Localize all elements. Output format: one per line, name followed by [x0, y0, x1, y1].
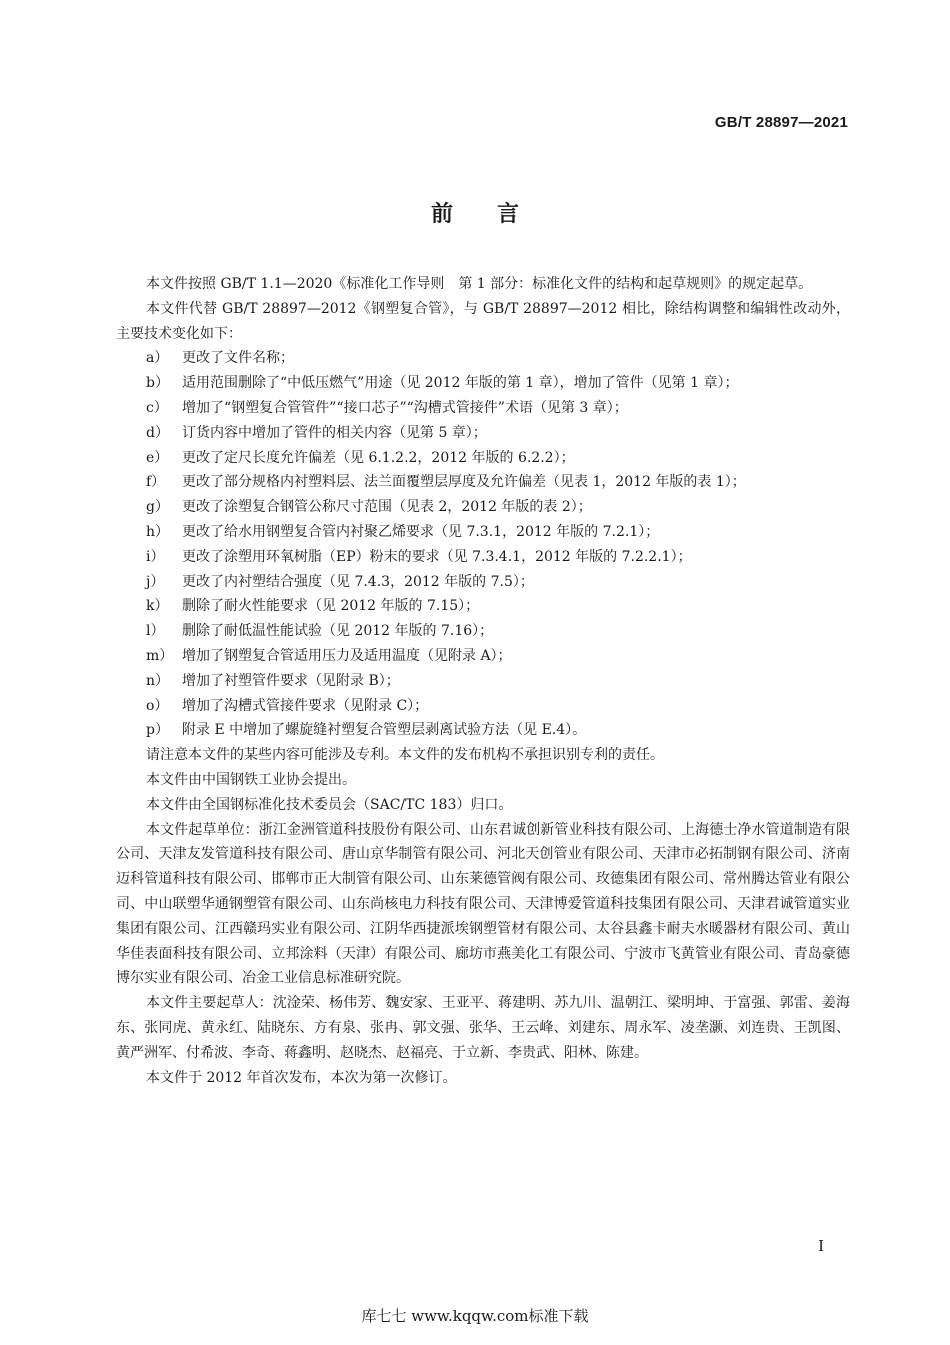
list-item — [116, 520, 850, 545]
list-text: 更改了内衬塑结合强度（见 7.4.3，2012 年版的 7.5）； — [182, 573, 534, 590]
list-item — [116, 718, 850, 743]
list-label: b） — [146, 375, 169, 392]
list-label: e） — [146, 449, 169, 466]
list-text: 增加了衬塑管件要求（见附录 B）； — [182, 672, 400, 689]
list-label: m） — [146, 647, 174, 664]
list-label: p） — [146, 722, 169, 739]
list-item — [116, 669, 850, 694]
list-item — [116, 371, 850, 396]
footer-watermark: 库七七 www.kqqw.com标准下载 — [361, 1307, 589, 1325]
list-label: j） — [146, 573, 165, 590]
list-text: 更改了给水用钢塑复合管内衬聚乙烯要求（见 7.3.1，2012 年版的 7.2.1）； — [182, 523, 660, 540]
list-text: 更改了涂塑用环氧树脂（EP）粉末的要求（见 7.3.4.1，2012 年版的 7.2.2.1）； — [182, 548, 692, 565]
patent-notice: 请注意本文件的某些内容可能涉及专利。本文件的发布机构不承担识别专利的责任。 — [146, 747, 664, 764]
page-number: Ⅰ — [818, 1237, 824, 1255]
list-item — [116, 470, 850, 495]
list-text: 删除了耐火性能要求（见 2012 年版的 7.15）； — [182, 598, 480, 615]
list-text: 增加了沟槽式管接件要求（见附录 C）； — [182, 697, 429, 714]
list-text: 更改了部分规格内衬塑料层、法兰面覆塑层厚度及允许偏差（见表 1，2012 年版的表 1）； — [182, 474, 746, 491]
publication-history: 本文件于 2012 年首次发布，本次为第一次修订。 — [146, 1069, 457, 1086]
proposer-statement: 本文件由中国钢铁工业协会提出。 — [146, 771, 356, 788]
list-label: n） — [146, 672, 170, 689]
list-label: o） — [146, 697, 169, 714]
list-label: g） — [146, 499, 169, 516]
list-item — [116, 594, 850, 619]
list-label: d） — [146, 424, 169, 441]
list-item — [116, 446, 850, 471]
list-text: 附录 E 中增加了螺旋缝衬塑复合管塑层剥离试验方法（见 E.4）。 — [182, 722, 587, 739]
list-label: i） — [146, 548, 165, 565]
foreword-body — [116, 272, 850, 1090]
list-item — [116, 495, 850, 520]
list-label: f） — [146, 474, 166, 491]
list-text: 删除了耐低温性能试验（见 2012 年版的 7.16）； — [182, 623, 494, 640]
list-item — [116, 396, 850, 421]
paragraph: 本文件按照 GB/T 1.1—2020《标准化工作导则 第 1 部分：标准化文件的结构和起草规则》的规定起草。 — [146, 276, 813, 292]
list-item — [116, 694, 850, 719]
list-item — [116, 545, 850, 570]
list-item — [116, 619, 850, 644]
list-label: h） — [146, 523, 170, 540]
committee-statement: 本文件由全国钢标准化技术委员会（SAC/TC 183）归口。 — [146, 796, 513, 813]
list-text: 更改了涂塑复合钢管公称尺寸范围（见表 2，2012 年版的表 2）； — [182, 499, 592, 516]
list-item — [116, 570, 850, 595]
list-label: l） — [146, 623, 165, 640]
list-text: 适用范围删除了“中低压燃气”用途（见 2012 年版的第 1 章），增加了管件（见第 1 章）； — [182, 375, 739, 392]
page-title: 前言 — [430, 202, 563, 227]
list-text: 订货内容中增加了管件的相关内容（见第 5 章）； — [182, 424, 487, 441]
standard-code: GB/T 28897—2021 — [714, 114, 848, 131]
list-text: 增加了“钢塑复合管管件”“接口芯子”“沟槽式管接件”术语（见第 3 章）； — [182, 399, 628, 416]
list-text: 更改了定尺长度允许偏差（见 6.1.2.2，2012 年版的 6.2.2）； — [182, 449, 575, 466]
list-text: 增加了钢塑复合管适用压力及适用温度（见附录 A）； — [182, 647, 512, 664]
list-item — [116, 421, 850, 446]
paragraph: 本文件代替 GB/T 28897—2012《钢塑复合管》，与 GB/T 28897—2012 相比，除结构调整和编辑性改动外，主要技术变化如下： — [116, 300, 850, 342]
drafting-units: 本文件起草单位：浙江金洲管道科技股份有限公司、山东君诚创新管业科技有限公司、上海德士净水管道制造有限公司、天津友发管道科技有限公司、唐山京华制管有限公司、河北天创管业有限公司、天津市必拓制钢有限公司、济南迈科管道科技有限公司、邯郸市正大制管有限公司、山东莱德管阀有限公司、玫德集团有限公司、常州腾达管业有限公司、中山联塑华通钢塑管有限公司、山东尚核电力科技有限公司、天津博爱管道科技集团有限公司、天津君诚管道实业集团有限公司、江西赣玛实业有限公司、江阴华西捷派埃钢塑管材有限公司、太谷县鑫卡耐夫水暖器材有限公司、黄山华佳表面科技有限公司、立邦涂料（天津）有限公司、廊坊市燕美化工有限公司、宁波市飞黄管业有限公司、青岛豪德博尔实业有限公司、冶金工业信息标准研究院。 — [116, 821, 850, 987]
list-text: 更改了文件名称； — [182, 350, 294, 367]
list-item — [116, 644, 850, 669]
list-label: c） — [146, 399, 168, 416]
drafters: 本文件主要起草人：沈淦荣、杨伟芳、魏安家、王亚平、蒋建明、苏九川、温朝江、梁明坤、于富强、郭雷、姜海东、张同虎、黄永红、陆晓东、方有泉、张冉、郭文强、张华、王云峰、刘建东、周永军、凌垄灏、刘连贵、王凯图、黄严洲军、付希波、李奇、蒋鑫明、赵晓杰、赵福亮、于立新、李贵武、阳林、陈建。 — [116, 995, 850, 1061]
list-label: a） — [146, 350, 169, 367]
list-item — [116, 346, 850, 371]
change-list — [116, 346, 850, 743]
list-label: k） — [146, 598, 169, 615]
